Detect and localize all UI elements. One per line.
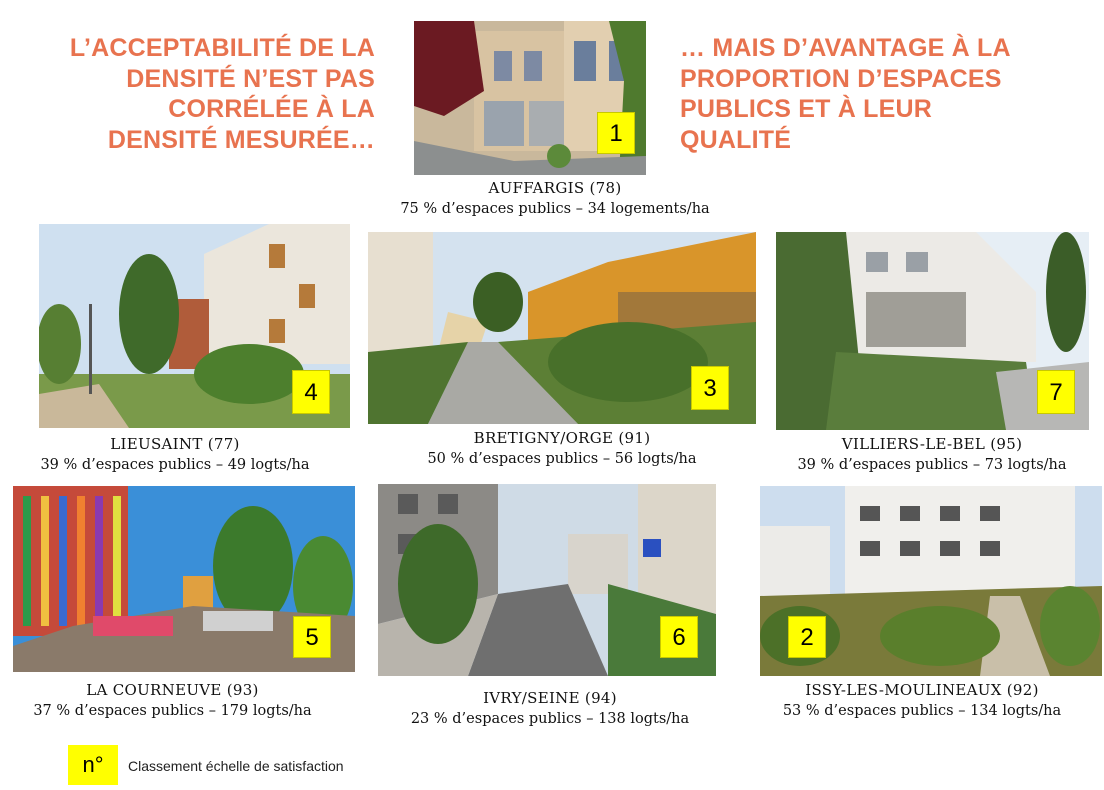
legend-badge: n° — [68, 745, 118, 785]
headline-left-line: DENSITÉ MESURÉE… — [107, 125, 375, 154]
headline-left-line: L’ACCEPTABILITÉ DE LA — [69, 34, 375, 62]
rank-badge-lieusaint: 4 — [292, 370, 330, 414]
headline-left-line: DENSITÉ N’EST PAS — [126, 64, 375, 93]
caption-lieusaint — [0, 434, 350, 476]
caption-issy — [740, 680, 1104, 722]
headline-right-line: PUBLICS ET À LEUR — [680, 95, 933, 123]
caption-stats: 75 % d’espaces publics – 34 logements/ha — [400, 201, 710, 217]
caption-place: ISSY-LES-MOULINEAUX (92) — [805, 681, 1039, 699]
caption-place: IVRY/SEINE (94) — [483, 689, 617, 707]
caption-stats: 23 % d’espaces publics – 138 logts/ha — [410, 711, 690, 727]
rank-badge-issy: 2 — [788, 616, 826, 658]
caption-place: LIEUSAINT (77) — [110, 435, 240, 453]
legend-label: Classement échelle de satisfaction — [128, 758, 344, 774]
headline-right-line: QUALITÉ — [680, 125, 792, 154]
caption-stats: 37 % d’espaces publics – 179 logts/ha — [33, 703, 312, 719]
rank-badge-bretigny: 3 — [691, 366, 729, 410]
caption-stats: 53 % d’espaces publics – 134 logts/ha — [782, 703, 1062, 719]
headline-left-line: CORRÉLÉE À LA — [168, 95, 375, 123]
headline-left — [20, 33, 375, 155]
caption-stats: 39 % d’espaces publics – 73 logts/ha — [797, 457, 1067, 473]
headline-right-line: … MAIS D’AVANTAGE À LA — [680, 34, 1011, 62]
caption-stats: 39 % d’espaces publics – 49 logts/ha — [40, 457, 310, 473]
caption-stats: 50 % d’espaces publics – 56 logts/ha — [427, 451, 697, 467]
rank-badge-villiers: 7 — [1037, 370, 1075, 414]
caption-place: VILLIERS-LE-BEL (95) — [841, 435, 1023, 453]
headline-right-line: PROPORTION D’ESPACES — [680, 64, 1002, 93]
caption-place: LA COURNEUVE (93) — [86, 681, 259, 699]
caption-auffargis — [360, 178, 750, 220]
rank-badge-auffargis: 1 — [597, 112, 635, 154]
caption-place: BRETIGNY/ORGE (91) — [473, 429, 651, 447]
rank-badge-la-courneuve: 5 — [293, 616, 331, 658]
rank-badge-ivry: 6 — [660, 616, 698, 658]
caption-ivry — [360, 688, 740, 730]
caption-villiers — [760, 434, 1104, 476]
headline-right — [680, 33, 1080, 155]
caption-bretigny — [362, 428, 762, 470]
caption-place: AUFFARGIS (78) — [488, 179, 622, 197]
caption-la-courneuve — [0, 680, 345, 722]
